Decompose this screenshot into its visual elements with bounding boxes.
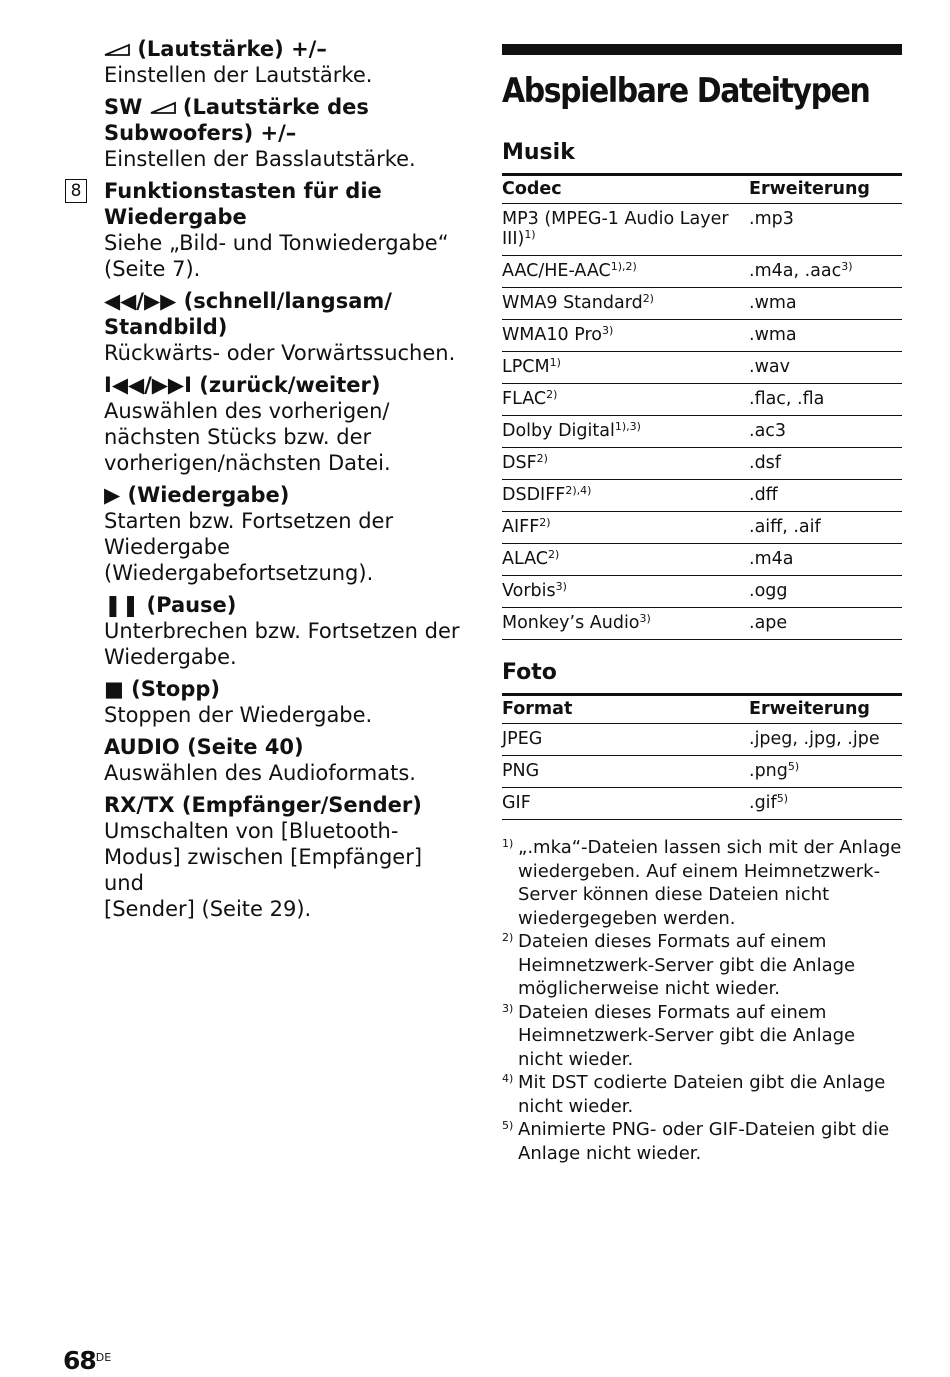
rxtx-title: RX/TX (Empfänger/Sender) — [104, 793, 422, 817]
table-row — [502, 608, 902, 640]
footnote-ref: 1),2) — [610, 260, 637, 273]
table-row — [502, 416, 902, 448]
footnote-ref: 3) — [841, 260, 853, 273]
extension-text: .aiff, .aif — [749, 517, 821, 537]
column-header: Codec — [502, 175, 749, 204]
codec-name: WMA10 Pro — [502, 325, 602, 345]
extension-cell — [749, 448, 902, 480]
footnote-mark: 4) — [502, 1072, 514, 1085]
format-cell — [502, 756, 749, 788]
scan-title: ◀◀/▶▶ (schnell/langsam/ Standbild) — [104, 289, 392, 339]
extension-text: .gif — [749, 793, 777, 813]
extension-cell — [749, 480, 902, 512]
codec-cell — [502, 384, 749, 416]
codec-name: AIFF — [502, 517, 540, 537]
codec-name: WMA9 Standard — [502, 293, 643, 313]
codec-cell — [502, 448, 749, 480]
footnote-text: Dateien dieses Formats auf einem Heimnetzwerk-Server gibt die Anlage möglicherweise nicht wieder. — [518, 931, 856, 999]
photo-heading: Foto — [502, 660, 557, 685]
extension-text: .ogg — [749, 581, 788, 601]
footnote-text: Mit DST codierte Dateien gibt die Anlage nicht wieder. — [518, 1072, 886, 1117]
extension-text: .png — [749, 761, 788, 781]
table-row — [502, 480, 902, 512]
footnote-mark: 5) — [502, 1119, 514, 1132]
previous-next-icon: I◀◀/▶▶I — [104, 373, 192, 397]
subwoofer-title: SW (Lautstärke des Subwoofers) +/– — [104, 95, 369, 145]
photo-table — [502, 693, 902, 820]
table-row — [502, 788, 902, 820]
section-number-badge: 8 — [65, 179, 87, 203]
table-header-row — [502, 175, 902, 204]
table-row — [502, 576, 902, 608]
table-row — [502, 448, 902, 480]
page-title: Abspielbare Dateitypen — [502, 71, 870, 111]
extension-cell — [749, 724, 902, 756]
extension-text: .jpeg, .jpg, .jpe — [749, 729, 880, 749]
extension-text: .m4a, .aac — [749, 261, 842, 281]
volume-icon — [104, 43, 130, 57]
footnote-mark: 2) — [502, 931, 514, 944]
music-heading: Musik — [502, 140, 575, 165]
codec-cell — [502, 480, 749, 512]
format-name: JPEG — [502, 729, 543, 749]
codec-name: AAC/HE-AAC — [502, 261, 611, 281]
music-table — [502, 173, 902, 640]
codec-name: ALAC — [502, 549, 549, 569]
codec-cell — [502, 320, 749, 352]
extension-text: .wma — [749, 325, 797, 345]
extension-text: .dsf — [749, 453, 781, 473]
table-row — [502, 512, 902, 544]
footnote-ref: 2) — [546, 388, 558, 401]
play-title: ▶ (Wiedergabe) — [104, 483, 290, 507]
subwoofer-desc: Einstellen der Basslautstärke. — [104, 147, 416, 171]
footnote-ref: 2) — [536, 452, 548, 465]
format-name: GIF — [502, 793, 531, 813]
stop-icon: ■ — [104, 677, 124, 701]
codec-name: MP3 (MPEG-1 Audio Layer III) — [502, 209, 729, 249]
table-row — [502, 352, 902, 384]
footnote — [502, 1118, 902, 1165]
table-header-row — [502, 695, 902, 724]
footnote — [502, 1001, 902, 1072]
extension-cell — [749, 256, 902, 288]
table-row — [502, 724, 902, 756]
codec-cell — [502, 512, 749, 544]
volume-title: (Lautstärke) +/– — [104, 36, 464, 62]
skip-title: I◀◀/▶▶I (zurück/weiter) — [104, 373, 381, 397]
table-row — [502, 320, 902, 352]
extension-cell — [749, 576, 902, 608]
codec-cell — [502, 256, 749, 288]
extension-text: .mp3 — [749, 209, 794, 229]
extension-text: .wma — [749, 293, 797, 313]
footnote-ref: 1),3) — [614, 420, 641, 433]
play-icon: ▶ — [104, 483, 121, 507]
volume-desc: Einstellen der Lautstärke. — [104, 63, 373, 87]
footnote-ref: 2) — [539, 516, 551, 529]
table-row — [502, 756, 902, 788]
footnote — [502, 836, 902, 930]
column-header: Format — [502, 695, 749, 724]
extension-text: .ape — [749, 613, 788, 633]
extension-text: .ac3 — [749, 421, 787, 441]
format-name: PNG — [502, 761, 540, 781]
table-row — [502, 204, 902, 256]
codec-cell — [502, 544, 749, 576]
rewind-forward-icon: ◀◀/▶▶ — [104, 289, 177, 313]
page-number: 68DE — [63, 1346, 112, 1375]
footnote-ref: 5) — [776, 792, 788, 805]
extension-text: .dff — [749, 485, 778, 505]
rxtx-desc: Umschalten von [Bluetooth- Modus] zwischen [Empfänger] und [Sender] (Seite 29). — [104, 819, 423, 921]
footnote-ref: 2) — [548, 548, 560, 561]
codec-name: DSDIFF — [502, 485, 566, 505]
audio-title: AUDIO (Seite 40) — [104, 735, 304, 759]
footnote-ref: 3) — [639, 612, 651, 625]
pause-title: ❚❚ (Pause) — [104, 593, 237, 617]
extension-cell — [749, 352, 902, 384]
file-types-section — [502, 44, 902, 1165]
stop-title: ■ (Stopp) — [104, 677, 221, 701]
footnotes — [502, 836, 902, 1165]
codec-name: DSF — [502, 453, 537, 473]
codec-cell — [502, 576, 749, 608]
column-header: Erweiterung — [749, 695, 902, 724]
format-cell — [502, 788, 749, 820]
extension-text: .flac, .fla — [749, 389, 825, 409]
codec-cell — [502, 416, 749, 448]
audio-desc: Auswählen des Audioformats. — [104, 761, 416, 785]
extension-cell — [749, 788, 902, 820]
extension-cell — [749, 756, 902, 788]
footnote-ref: 2) — [642, 292, 654, 305]
footnote — [502, 930, 902, 1001]
table-row — [502, 288, 902, 320]
pause-icon: ❚❚ — [104, 593, 140, 617]
format-cell — [502, 724, 749, 756]
codec-cell — [502, 204, 749, 256]
extension-cell — [749, 544, 902, 576]
volume-icon — [150, 101, 176, 115]
codec-name: Monkey’s Audio — [502, 613, 640, 633]
extension-cell — [749, 288, 902, 320]
footnote-ref: 3) — [601, 324, 614, 337]
footnote-ref: 1) — [549, 356, 561, 369]
extension-cell — [749, 512, 902, 544]
codec-cell — [502, 288, 749, 320]
extension-cell — [749, 608, 902, 640]
extension-text: .wav — [749, 357, 790, 377]
playback-section-title: Funktionstasten für die Wiedergabe — [104, 179, 382, 229]
footnote-ref: 5) — [787, 760, 800, 773]
extension-cell — [749, 204, 902, 256]
codec-name: Dolby Digital — [502, 421, 615, 441]
footnote-text: Animierte PNG- oder GIF-Dateien gibt die Anlage nicht wieder. — [518, 1119, 890, 1164]
section-rule — [502, 44, 902, 55]
remote-buttons-list — [70, 36, 464, 928]
table-row — [502, 384, 902, 416]
footnote-mark: 3) — [502, 1001, 514, 1015]
footnote-ref: 2),4) — [565, 484, 592, 497]
play-desc: Starten bzw. Fortsetzen der Wiedergabe (Wiedergabefortsetzung). — [104, 509, 394, 585]
codec-name: FLAC — [502, 389, 547, 409]
codec-name: Vorbis — [502, 581, 556, 601]
pause-desc: Unterbrechen bzw. Fortsetzen der Wiedergabe. — [104, 619, 460, 669]
playback-section-desc: Siehe „Bild- und Tonwiedergabe“ (Seite 7). — [104, 231, 449, 281]
skip-desc: Auswählen des vorherigen/ nächsten Stücks bzw. der vorherigen/nächsten Datei. — [104, 399, 391, 475]
stop-desc: Stoppen der Wiedergabe. — [104, 703, 373, 727]
footnote-text: „.mka“-Dateien lassen sich mit der Anlage wiedergeben. Auf einem Heimnetzwerk-Server können diese Dateien nicht wiedergegeben werden. — [518, 837, 902, 929]
table-row — [502, 256, 902, 288]
footnote-text: Dateien dieses Formats auf einem Heimnetzwerk-Server gibt die Anlage nicht wieder. — [518, 1001, 856, 1070]
column-header: Erweiterung — [749, 175, 902, 204]
codec-cell — [502, 608, 749, 640]
scan-desc: Rückwärts- oder Vorwärtssuchen. — [104, 341, 456, 365]
codec-name: LPCM — [502, 357, 550, 377]
footnote — [502, 1071, 902, 1118]
extension-cell — [749, 384, 902, 416]
extension-cell — [749, 320, 902, 352]
footnote-ref: 3) — [555, 580, 567, 593]
table-row — [502, 544, 902, 576]
footnote-mark: 1) — [502, 837, 514, 850]
extension-text: .m4a — [749, 549, 794, 569]
codec-cell — [502, 352, 749, 384]
footnote-ref: 1) — [524, 228, 536, 241]
extension-cell — [749, 416, 902, 448]
